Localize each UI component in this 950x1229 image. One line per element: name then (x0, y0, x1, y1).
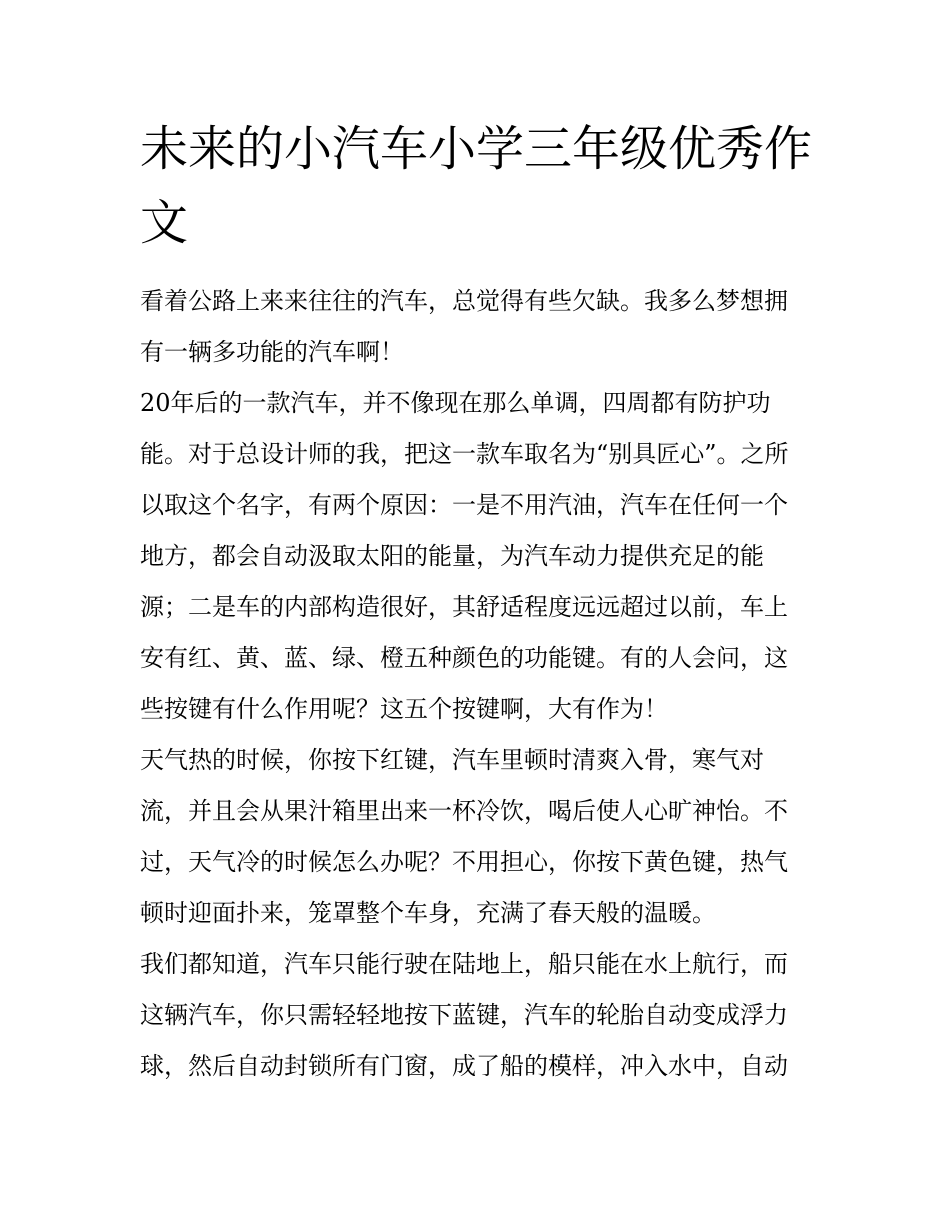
paragraph-1 (140, 276, 820, 378)
text-line: 过，天气冷的时候怎么办呢？不用担心，你按下黄色键，热气 (140, 848, 788, 876)
text-line: 这辆汽车，你只需轻轻地按下蓝键，汽车的轮胎自动变成浮力 (140, 1001, 788, 1029)
text-line: 源；二是车的内部构造很好，其舒适程度远远超过以前，车上 (140, 593, 788, 621)
text-line: 以取这个名字，有两个原因：一是不用汽油，汽车在任何一个 (140, 491, 788, 519)
text-line: 能。对于总设计师的我，把这一款车取名为“别具匠心”。之所 (140, 440, 789, 468)
paragraph-2 (140, 378, 820, 735)
text-line: 20年后的一款汽车，并不像现在那么单调，四周都有防护功 (140, 389, 771, 417)
text-line: 我们都知道，汽车只能行驶在陆地上，船只能在水上航行，而 (140, 950, 788, 978)
text-line: 有一辆多功能的汽车啊！ (140, 338, 404, 366)
text-line: 球，然后自动封锁所有门窗，成了船的模样，冲入水中，自动 (140, 1052, 788, 1080)
document-title: 未来的小汽车小学三年级优秀作文 (140, 121, 813, 251)
text-line: 流，并且会从果汁箱里出来一杯冷饮，喝后使人心旷神怡。不 (140, 797, 788, 825)
paragraph-4 (140, 939, 820, 1092)
document-body (140, 276, 820, 1092)
text-line: 看着公路上来来往往的汽车，总觉得有些欠缺。我多么梦想拥 (140, 287, 788, 315)
text-line: 安有红、黄、蓝、绿、橙五种颜色的功能键。有的人会问，这 (140, 644, 788, 672)
text-line: 些按键有什么作用呢？这五个按键啊，大有作为！ (140, 695, 668, 723)
text-line: 顿时迎面扑来，笼罩整个车身，充满了春天般的温暖。 (140, 899, 716, 927)
text-line: 天气热的时候，你按下红键，汽车里顿时清爽入骨，寒气对 (140, 746, 764, 774)
text-line: 地方，都会自动汲取太阳的能量，为汽车动力提供充足的能 (140, 542, 764, 570)
paragraph-3 (140, 735, 820, 939)
